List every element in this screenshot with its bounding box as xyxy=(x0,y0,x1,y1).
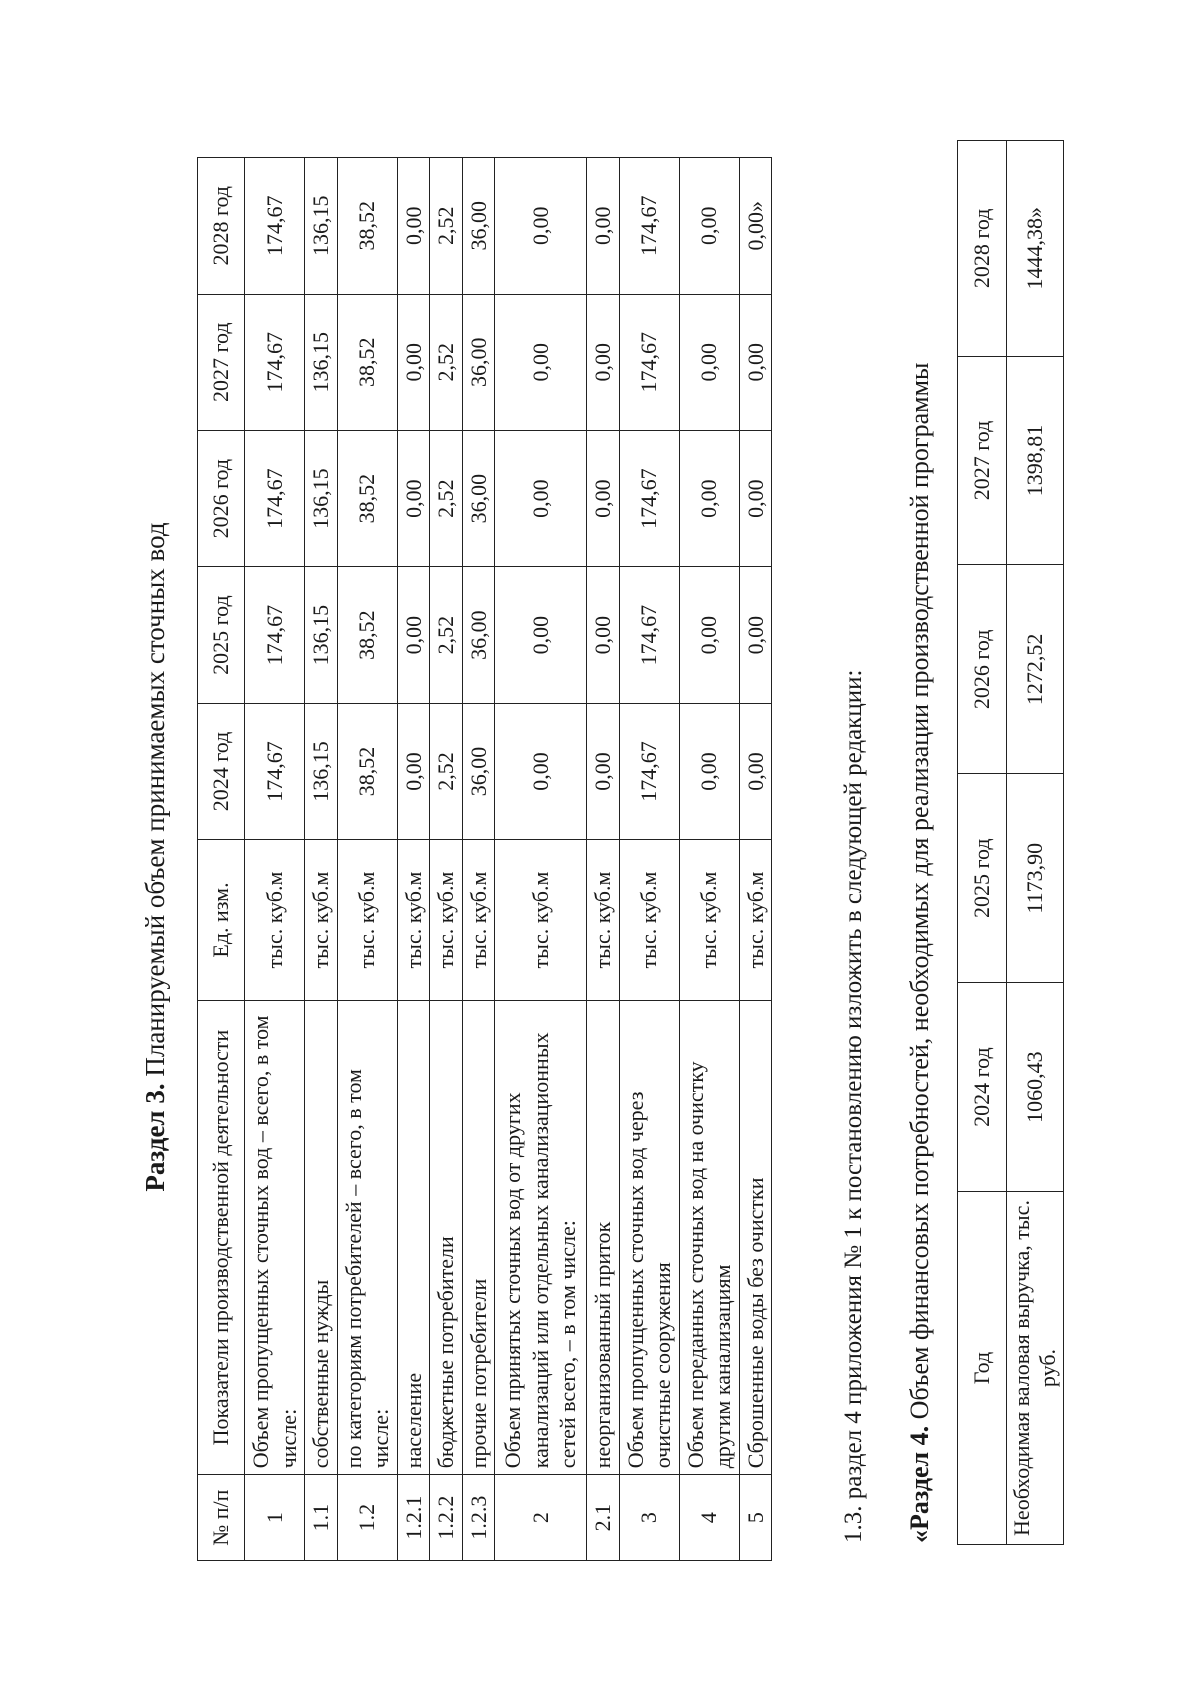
value-cell: 38,52 xyxy=(337,158,397,295)
value-cell: 0,00 xyxy=(587,430,620,566)
table-row xyxy=(495,158,587,1561)
value-cell: 0,00 xyxy=(397,703,430,839)
table-row xyxy=(245,158,305,1561)
row-number: 5 xyxy=(739,1475,772,1561)
value-cell: 1060,43 xyxy=(1007,983,1064,1192)
table-body xyxy=(245,158,772,1561)
header-year: 2027 год xyxy=(958,356,1007,565)
table-row xyxy=(397,158,430,1561)
value-cell: 136,15 xyxy=(305,567,338,703)
value-cell: 36,00 xyxy=(462,430,495,566)
value-cell: 174,67 xyxy=(619,703,679,839)
row-unit: тыс. куб.м xyxy=(495,840,587,1001)
value-cell: 0,00 xyxy=(739,430,772,566)
row-indicator: Объем пропущенных сточных вод через очистные сооружения xyxy=(619,1000,679,1475)
value-cell: 0,00 xyxy=(587,294,620,430)
row-indicator: неорганизованный приток xyxy=(587,1000,620,1475)
financial-needs-table xyxy=(957,140,1064,1545)
value-cell: 136,15 xyxy=(305,158,338,295)
section4-title-bold: «Раздел 4. xyxy=(905,1425,934,1543)
row-number: 1.2.1 xyxy=(397,1475,430,1561)
value-cell: 136,15 xyxy=(305,703,338,839)
value-cell: 174,67 xyxy=(619,294,679,430)
table-header-row xyxy=(958,141,1007,1545)
row-indicator: бюджетные потребители xyxy=(430,1000,463,1475)
value-cell: 0,00 xyxy=(739,567,772,703)
value-cell: 0,00 xyxy=(397,567,430,703)
value-cell: 174,67 xyxy=(245,703,305,839)
value-cell: 0,00 xyxy=(679,703,739,839)
value-cell: 136,15 xyxy=(305,430,338,566)
table-row xyxy=(1007,141,1064,1545)
header-year: 2025 год xyxy=(198,567,245,703)
value-cell: 174,67 xyxy=(245,158,305,295)
header-year: 2028 год xyxy=(198,158,245,295)
value-cell: 0,00 xyxy=(739,294,772,430)
value-cell: 0,00 xyxy=(495,703,587,839)
section4-title xyxy=(905,143,935,1543)
table-row xyxy=(679,158,739,1561)
row-unit: тыс. куб.м xyxy=(430,840,463,1001)
value-cell: 0,00 xyxy=(679,567,739,703)
row-unit: тыс. куб.м xyxy=(739,840,772,1001)
value-cell: 174,67 xyxy=(245,430,305,566)
table-row xyxy=(739,158,772,1561)
header-year: 2026 год xyxy=(958,565,1007,774)
value-cell: 174,67 xyxy=(245,294,305,430)
value-cell: 36,00 xyxy=(462,567,495,703)
row-number: 2 xyxy=(495,1475,587,1561)
row-number: 4 xyxy=(679,1475,739,1561)
row-indicator: Объем принятых сточных вод от других канализаций или отдельных канализационных сетей всего, – в том числе: xyxy=(495,1000,587,1475)
row-indicator: население xyxy=(397,1000,430,1475)
value-cell: 2,52 xyxy=(430,294,463,430)
row-unit: тыс. куб.м xyxy=(337,840,397,1001)
value-cell: 0,00 xyxy=(587,158,620,295)
row-unit: тыс. куб.м xyxy=(587,840,620,1001)
row-number: 1.2 xyxy=(337,1475,397,1561)
row-indicator: собственные нужды xyxy=(305,1000,338,1475)
value-cell: 0,00 xyxy=(495,430,587,566)
value-cell: 0,00 xyxy=(397,294,430,430)
header-year: 2028 год xyxy=(958,141,1007,357)
value-cell: 36,00 xyxy=(462,703,495,839)
value-cell: 38,52 xyxy=(337,703,397,839)
value-cell: 38,52 xyxy=(337,430,397,566)
value-cell: 174,67 xyxy=(245,567,305,703)
row-number: 1.2.3 xyxy=(462,1475,495,1561)
row-indicator: Объем пропущенных сточных вод – всего, в том числе: xyxy=(245,1000,305,1475)
section4-title-text: Объем финансовых потребностей, необходимых для реализации производственной программы xyxy=(905,362,934,1420)
header-year: 2024 год xyxy=(198,703,245,839)
value-cell: 0,00 xyxy=(587,567,620,703)
row-number: 1.1 xyxy=(305,1475,338,1561)
value-cell: 2,52 xyxy=(430,430,463,566)
row-unit: тыс. куб.м xyxy=(619,840,679,1001)
table-header-row xyxy=(198,158,245,1561)
header-num: № п/п xyxy=(198,1475,245,1561)
value-cell: 2,52 xyxy=(430,158,463,295)
value-cell: 1173,90 xyxy=(1007,774,1064,983)
row-label: Необходимая валовая выручка, тыс. руб. xyxy=(1007,1192,1064,1545)
value-cell: 0,00 xyxy=(679,430,739,566)
value-cell: 0,00 xyxy=(587,703,620,839)
section3-title xyxy=(140,177,171,1537)
amendment-note: 1.3. раздел 4 приложения № 1 к постановлению изложить в следующей редакции: xyxy=(840,669,867,1543)
value-cell: 1272,52 xyxy=(1007,565,1064,774)
value-cell: 0,00 xyxy=(495,158,587,295)
value-cell: 0,00 xyxy=(495,567,587,703)
row-unit: тыс. куб.м xyxy=(245,840,305,1001)
wastewater-volume-table xyxy=(197,157,772,1561)
value-cell: 1444,38» xyxy=(1007,141,1064,357)
header-year: 2027 год xyxy=(198,294,245,430)
row-unit: тыс. куб.м xyxy=(462,840,495,1001)
row-indicator: по категориям потребителей – всего, в том числе: xyxy=(337,1000,397,1475)
value-cell: 38,52 xyxy=(337,567,397,703)
value-cell: 36,00 xyxy=(462,294,495,430)
row-indicator: Сброшенные воды без очистки xyxy=(739,1000,772,1475)
value-cell: 0,00 xyxy=(397,158,430,295)
header-unit: Ед. изм. xyxy=(198,840,245,1001)
value-cell: 0,00 xyxy=(679,294,739,430)
value-cell: 36,00 xyxy=(462,158,495,295)
value-cell: 174,67 xyxy=(619,567,679,703)
value-cell: 174,67 xyxy=(619,158,679,295)
table-row xyxy=(619,158,679,1561)
table-row xyxy=(337,158,397,1561)
section3-title-bold: Раздел 3. xyxy=(140,1083,170,1192)
value-cell: 0,00 xyxy=(495,294,587,430)
table-row xyxy=(430,158,463,1561)
value-cell: 38,52 xyxy=(337,294,397,430)
value-cell: 174,67 xyxy=(619,430,679,566)
row-number: 1.2.2 xyxy=(430,1475,463,1561)
header-year-label: Год xyxy=(958,1192,1007,1545)
table-row xyxy=(462,158,495,1561)
value-cell: 136,15 xyxy=(305,294,338,430)
table-row xyxy=(305,158,338,1561)
row-number: 1 xyxy=(245,1475,305,1561)
row-indicator: прочие потребители xyxy=(462,1000,495,1475)
value-cell: 0,00» xyxy=(739,158,772,295)
row-unit: тыс. куб.м xyxy=(679,840,739,1001)
header-year: 2026 год xyxy=(198,430,245,566)
row-number: 2.1 xyxy=(587,1475,620,1561)
value-cell: 1398,81 xyxy=(1007,356,1064,565)
value-cell: 0,00 xyxy=(679,158,739,295)
row-indicator: Объем переданных сточных вод на очистку другим канализациям xyxy=(679,1000,739,1475)
row-unit: тыс. куб.м xyxy=(397,840,430,1001)
section3-title-text: Планируемый объем принимаемых сточных вод xyxy=(140,522,170,1077)
value-cell: 0,00 xyxy=(397,430,430,566)
row-number: 3 xyxy=(619,1475,679,1561)
value-cell: 2,52 xyxy=(430,567,463,703)
header-year: 2025 год xyxy=(958,774,1007,983)
value-cell: 2,52 xyxy=(430,703,463,839)
header-indicator: Показатели производственной деятельности xyxy=(198,1000,245,1475)
table-row xyxy=(587,158,620,1561)
row-unit: тыс. куб.м xyxy=(305,840,338,1001)
header-year: 2024 год xyxy=(958,983,1007,1192)
value-cell: 0,00 xyxy=(739,703,772,839)
